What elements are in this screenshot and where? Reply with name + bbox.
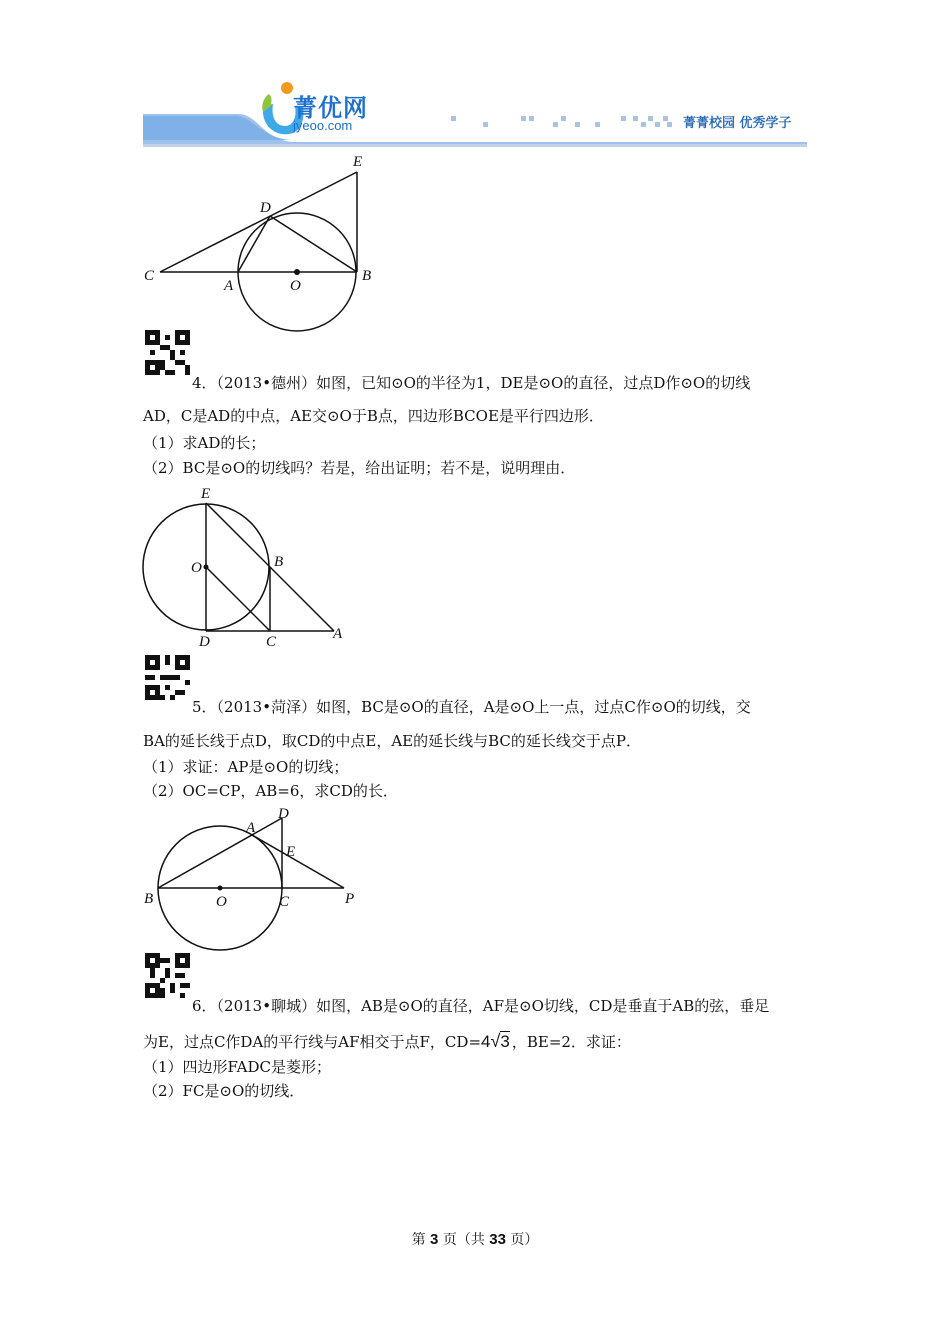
coefficient: 4 [481,1032,491,1051]
label-D: D [199,634,210,650]
label-E: E [286,844,296,860]
label-D: D [278,806,289,822]
label-O: O [216,894,227,910]
figure-problem-3 [140,150,380,332]
page-header [143,76,807,150]
problem-5-text-line1: 5．（2013•菏泽）如图，BC是⊙O的直径，A是⊙O上一点，过点C作⊙O的切线，交 [192,698,751,716]
problem-5-text-line2: BA的延长线于点D，取CD的中点E，AE的延长线与BC的延长线交于点P． [143,732,641,750]
page-footer [0,1229,950,1249]
qr-code-icon [145,655,190,700]
label-C: C [266,634,277,650]
label-A: A [333,626,343,642]
qr-code-icon [145,330,190,375]
label-D: D [260,200,271,216]
logo-title: 菁优网 [293,95,368,122]
problem-6-text-a: 为E，过点C作DA的平行线与AF相交于点F，CD= [143,1033,482,1051]
footer-suffix: 页） [510,1232,539,1248]
label-C: C [279,894,290,910]
label-P: P [345,891,355,907]
header-slogan: 菁菁校园 优秀学子 [683,116,792,131]
label-O: O [290,278,301,294]
problem-5-question-1: （1）求证：AP是⊙O的切线； [143,758,349,776]
problem-4-question-1: （1）求AD的长； [143,434,266,452]
label-O: O [191,560,202,576]
total-pages: 33 [489,1231,506,1248]
problem-6-text-b: ，BE=2．求证： [511,1033,631,1051]
label-A: A [224,278,234,294]
label-C: C [144,268,155,284]
current-page-number: 3 [430,1231,439,1248]
math-expression [481,1031,512,1052]
qr-code-icon [145,953,190,998]
label-B: B [274,554,284,570]
problem-6-question-1: （1）四边形FADC是菱形； [143,1058,331,1076]
logo-url: jyeoo.com [293,118,353,133]
figure-problem-5 [140,802,365,954]
footer-middle: 页（共 [442,1232,485,1248]
problem-6-question-2: （2）FC是⊙O的切线． [143,1082,305,1100]
sqrt-icon: √ [490,1031,501,1051]
problem-6-text-line1: 6．（2013•聊城）如图，AB是⊙O的直径，AF是⊙O切线，CD是垂直于AB的弦，垂足 [192,997,770,1015]
label-B: B [362,268,372,284]
footer-prefix: 第 [411,1232,426,1248]
figure-problem-4 [135,480,355,650]
problem-6-text-line2 [143,1031,631,1052]
header-divider [143,144,807,147]
problem-4-question-2: （2）BC是⊙O的切线吗？若是，给出证明；若不是，说明理由． [143,459,576,477]
label-B: B [144,891,154,907]
label-A: A [246,820,256,836]
label-E: E [353,154,363,170]
problem-4-text-line2: AD，C是AD的中点，AE交⊙O于B点，四边形BCOE是平行四边形． [143,407,604,425]
problem-4-text-line1: 4．（2013•德州）如图，已知⊙O的半径为1，DE是⊙O的直径，过点D作⊙O的切线 [192,374,751,392]
problem-5-question-2: （2）OC=CP，AB=6，求CD的长． [143,782,398,800]
label-E: E [201,486,211,502]
radicand: 3 [500,1032,510,1051]
